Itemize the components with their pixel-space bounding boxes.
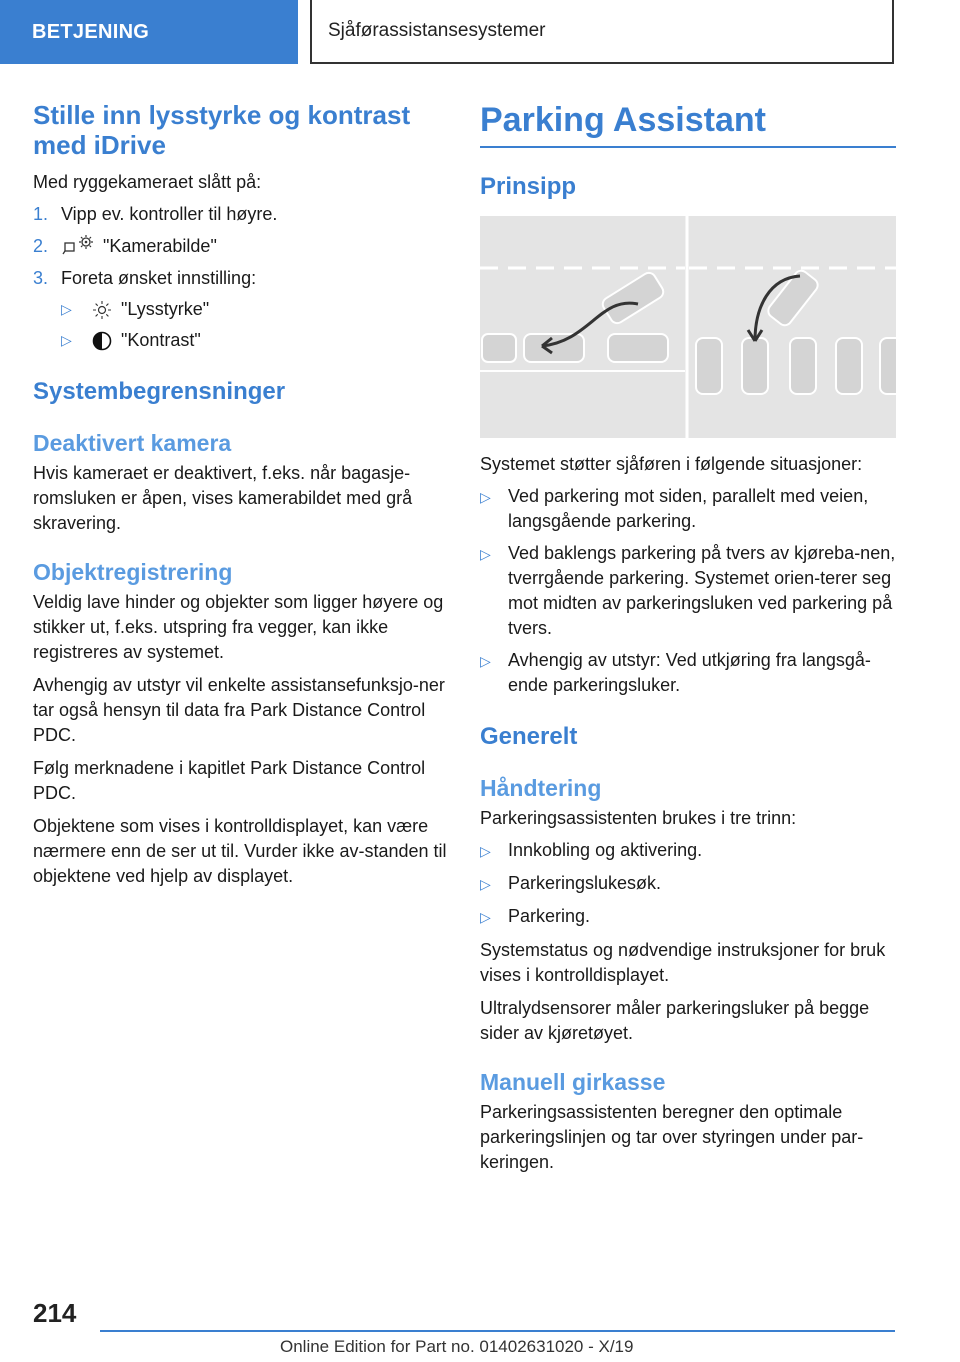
system-limits-heading: Systembegrensninger [33,378,286,405]
object-detection-p4: Objektene som vises i kontrolldisplayet, kan være nærmere enn de ser ut til. Vurder ikke av-standen til objektene ved hjelp av displayet. [33,816,447,886]
option-brightness: ▷ "Lysstyrke" [61,297,449,322]
brightness-icon [89,300,115,320]
section-label: Sjåførassistansesystemer [328,20,546,41]
right-column [480,100,896,1175]
deactivated-camera-text: Hvis kameraet er deaktivert, f.eks. når bagasje-romsluken er åpen, vises kamerabildet med grå skravering. [33,463,413,533]
handling-steps [480,838,896,930]
object-detection-p3: Følg merknadene i kapitlet Park Distance Control PDC. [33,758,426,803]
camera-settings-icon [61,234,97,259]
triangle-bullet-icon: ▷ [480,843,491,859]
step-item: 1. Vipp ev. kontroller til høyre. [33,204,278,224]
general-heading: Generelt [480,723,578,750]
idrive-settings-heading: Stille inn lysstyrke og kontrast med iDrive [33,100,411,160]
handling-heading: Håndtering [480,775,602,801]
manual-gearbox-heading: Manuell girkasse [480,1069,666,1095]
chapter-label: BETJENING [32,20,150,43]
steps-list [33,202,449,291]
step-item: 2. "Kamerabilde" [33,234,449,259]
triangle-bullet-icon: ▷ [61,301,72,317]
handling-p2: Ultralydsensorer måler parkeringsluker på begge sider av kjøretøyet. [480,998,870,1043]
parking-illustration [480,216,896,438]
settings-options [33,297,449,353]
support-list [480,484,896,698]
triangle-bullet-icon: ▷ [480,489,491,505]
support-item: ▷ Ved parkering mot siden, parallelt med veien, langsgående parkering. [480,484,896,534]
handling-step: ▷ Parkering. [480,904,896,930]
parking-assistant-heading: Parking Assistant [480,100,896,148]
chapter-tab [0,0,298,64]
triangle-bullet-icon: ▷ [480,909,491,925]
footer-divider [100,1330,895,1332]
handling-step: ▷ Parkeringslukesøk. [480,871,896,897]
intro-text: Med ryggekameraet slått på: [33,172,262,192]
option-contrast: ▷ "Kontrast" [61,328,449,353]
edition-text: Online Edition for Part no. 01402631020 - X/19 [280,1337,634,1356]
triangle-bullet-icon: ▷ [61,332,72,348]
principle-heading: Prinsipp [480,173,577,200]
triangle-bullet-icon: ▷ [480,546,491,562]
handling-p1: Systemstatus og nødvendige instruksjoner for bruk vises i kontrolldisplayet. [480,940,886,985]
object-detection-p2: Avhengig av utstyr vil enkelte assistansefunksjo-ner tar også hensyn til data fra Park Distance Control PDC. [33,675,445,745]
contrast-icon [89,331,115,351]
manual-gearbox-text: Parkeringsassistenten beregner den optimale parkeringslinjen og tar over styringen under par-keringen. [480,1102,864,1172]
support-item: ▷ Ved baklengs parkering på tvers av kjøreba-nen, tverrgående parkering. Systemet orien-terer seg mot midten av parkeringsluken ved parkering på tvers. [480,541,896,641]
left-column [33,100,449,889]
page-number: 214 [33,1298,77,1328]
triangle-bullet-icon: ▷ [480,876,491,892]
handling-step: ▷ Innkobling og aktivering. [480,838,896,864]
object-detection-heading: Objektregistrering [33,559,233,585]
object-detection-p1: Veldig lave hinder og objekter som ligger høyere og stikker ut, f.eks. utspring fra vegger, kan ikke registreres av systemet. [33,592,444,662]
step-item: 3. Foreta ønsket innstilling: [33,268,257,288]
support-intro: Systemet støtter sjåføren i følgende situasjoner: [480,454,863,474]
parking-diagram [480,216,896,438]
section-header [310,0,894,64]
handling-intro: Parkeringsassistenten brukes i tre trinn: [480,808,797,828]
triangle-bullet-icon: ▷ [480,653,491,669]
deactivated-camera-heading: Deaktivert kamera [33,430,232,456]
support-item: ▷ Avhengig av utstyr: Ved utkjøring fra langsgå-ende parkeringsluker. [480,648,896,698]
